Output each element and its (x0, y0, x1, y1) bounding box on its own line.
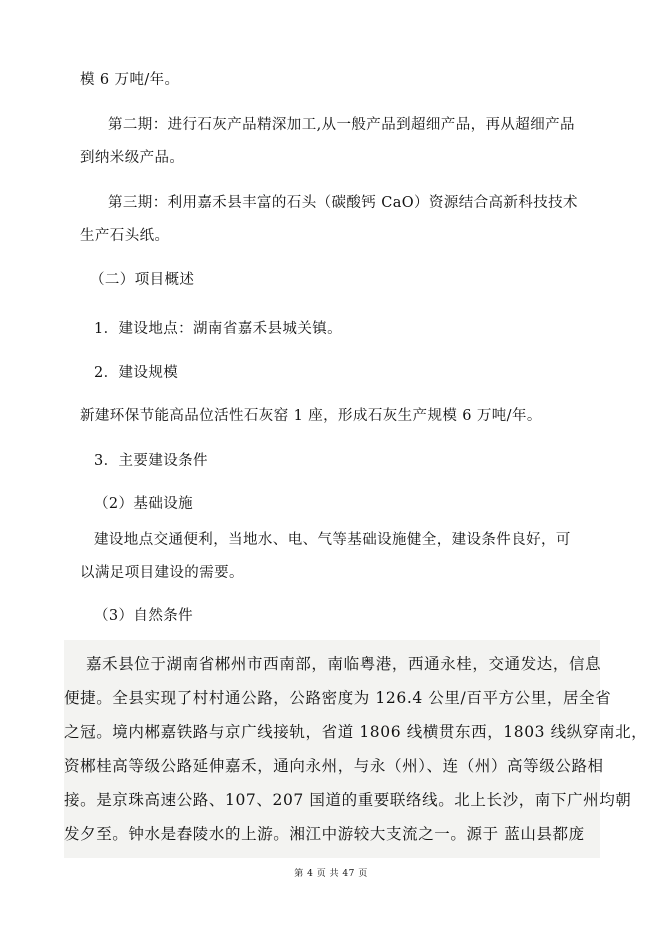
section-heading: （二）项目概述 (90, 272, 195, 288)
text-line: 以满足项目建设的需要。 (80, 565, 244, 581)
shaded-paragraph (64, 640, 648, 858)
text-line: 接。是京珠高速公路、107、207 国道的重要联络线。北上长沙，南下广州均朝 (64, 791, 632, 809)
text-line: 新建环保节能高品位活性石灰窑 1 座，形成石灰生产规模 6 万吨/年。 (80, 408, 542, 424)
text-line: 建设地点交通便利，当地水、电、气等基础设施健全，建设条件良好，可 (94, 532, 571, 548)
text-line: 生产石头纸。 (80, 228, 170, 244)
subsection-heading: （3）自然条件 (94, 608, 194, 624)
text-line: 1．建设地点：湖南省嘉禾县城关镇。 (94, 321, 343, 337)
text-line: 第二期：进行石灰产品精深加工,从一般产品到超细产品，再从超细产品 (108, 117, 575, 133)
text-line: 资郴桂高等级公路延伸嘉禾，通向永州，与永（州）、连（州）高等级公路相 (64, 757, 604, 775)
text-line: 到纳米级产品。 (80, 150, 185, 166)
text-line: 之冠。境内郴嘉铁路与京广线接轨，省道 1806 线横贯东西，1803 线纵穿南北， (64, 723, 648, 741)
text-line: 便捷。全县实现了村村通公路，公路密度为 126.4 公里/百平方公里，居全省 (64, 689, 612, 707)
text-line: 第三期：利用嘉禾县丰富的石头（碳酸钙 CaO）资源结合高新科技技术 (108, 195, 578, 211)
subsection-heading: （2）基础设施 (94, 496, 194, 512)
page-footer: 第 4 页 共 47 页 (294, 869, 368, 879)
text-line: 3．主要建设条件 (94, 453, 208, 469)
text-line: 2．建设规模 (94, 365, 179, 381)
text-line: 发夕至。钟水是舂陵水的上游。湘江中游较大支流之一。源于 蓝山县都庞 (64, 825, 585, 843)
text-line: 模 6 万吨/年。 (80, 72, 180, 88)
text-line: 嘉禾县位于湖南省郴州市西南部，南临粤港，西通永桂，交通发达，信息 (86, 655, 602, 673)
